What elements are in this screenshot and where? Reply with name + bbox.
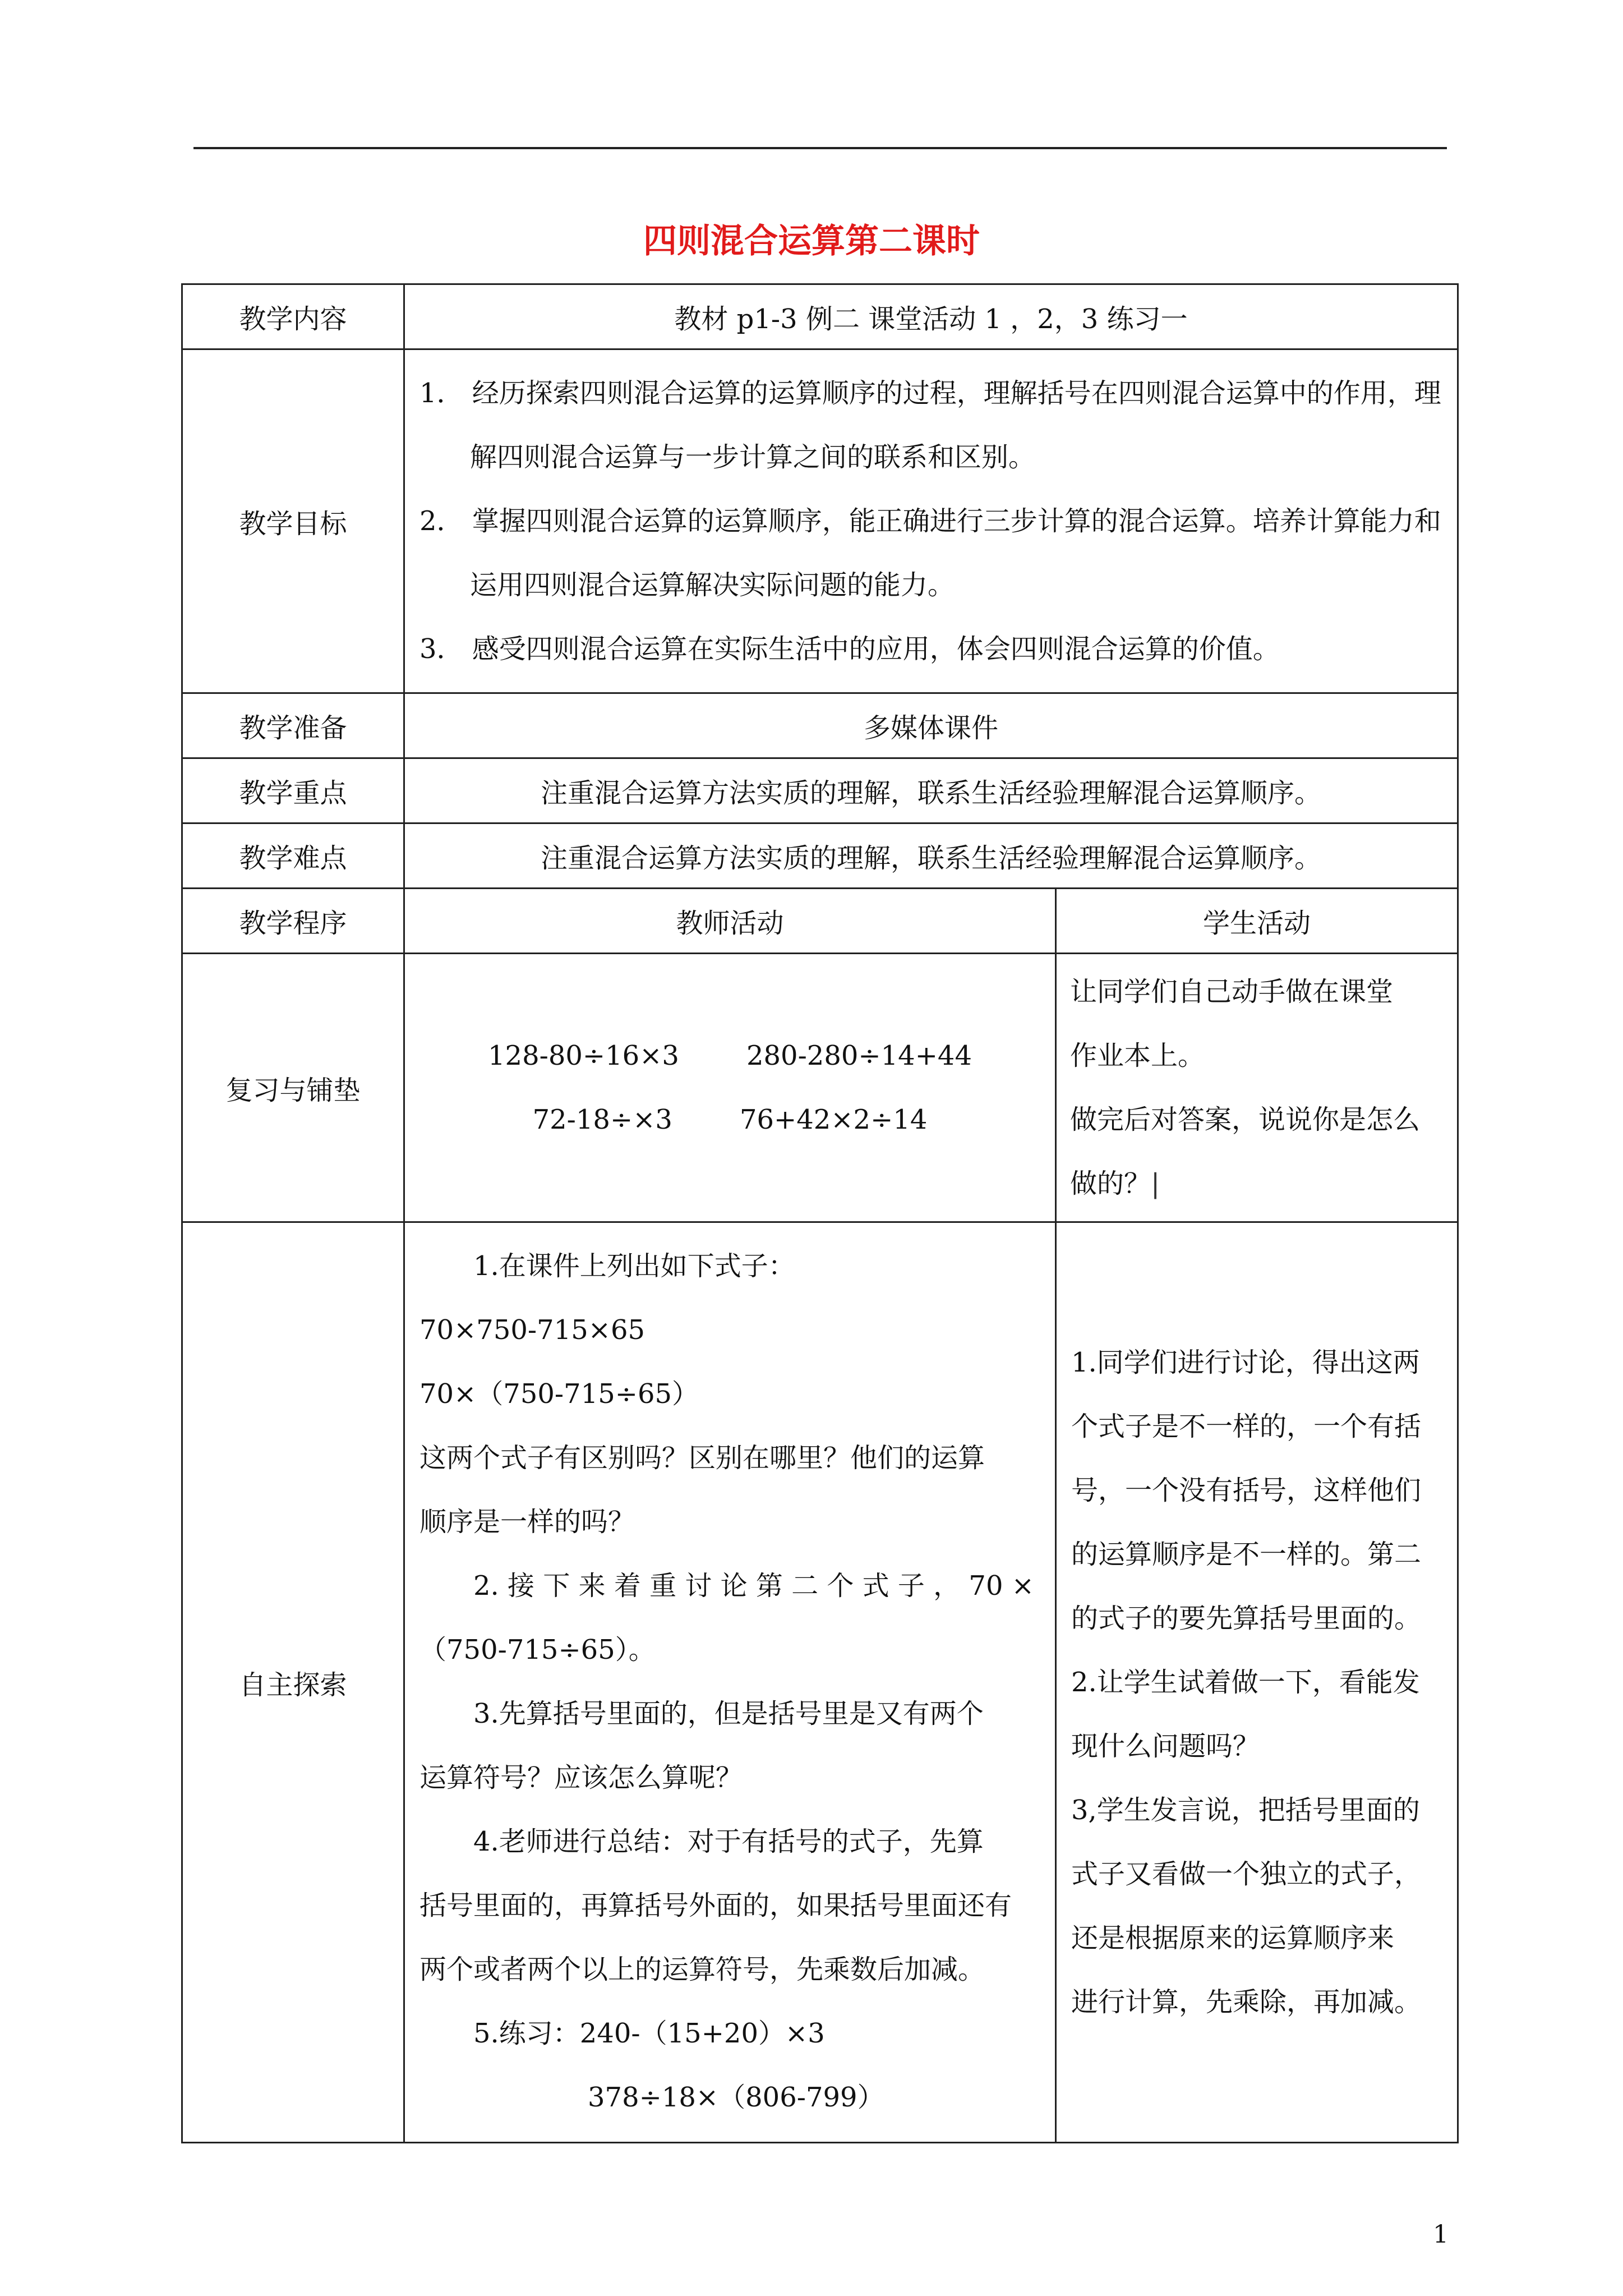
label-review: 复习与铺垫 xyxy=(182,954,404,1222)
explore-teacher-line: 两个或者两个以上的运算符号，先乘数后加减。 xyxy=(419,1954,985,1985)
row-review xyxy=(182,954,1458,1222)
objective-item: 2． 掌握四则混合运算的运算顺序，能正确进行三步计算的混合运算。培养计算能力和运用四则混合运算解决实际问题的能力。 xyxy=(419,505,1441,601)
label-key-points: 教学重点 xyxy=(182,758,404,823)
explore-student-line: 号，一个没有括号，这样他们 xyxy=(1071,1475,1422,1506)
explore-teacher-line: 3.先算括号里面的，但是括号里是又有两个 xyxy=(473,1698,984,1729)
header-rule xyxy=(193,147,1447,149)
explore-teacher-line: 70×750-715×65 xyxy=(419,1314,645,1346)
explore-teacher-line: 这两个式子有区别吗？区别在哪里？他们的运算 xyxy=(419,1442,985,1474)
value-content: 教材 p1-3 例二 课堂活动 1 ，2，3 练习一 xyxy=(404,284,1458,349)
review-expression: 76+42×2÷14 xyxy=(739,1104,928,1135)
explore-teacher-line: （750-715÷65）。 xyxy=(419,1634,656,1665)
label-procedure: 教学程序 xyxy=(182,889,404,954)
objective-item: 3． 感受四则混合运算在实际生活中的应用，体会四则混合运算的价值。 xyxy=(419,633,1280,665)
header-student-activity: 学生活动 xyxy=(1056,889,1458,954)
row-procedure-header xyxy=(182,889,1458,954)
row-difficulties xyxy=(182,823,1458,889)
objective-item: 1． 经历探索四则混合运算的运算顺序的过程，理解括号在四则混合运算中的作用，理解四则混合运算与一步计算之间的联系和区别。 xyxy=(419,378,1441,473)
header-teacher-activity: 教师活动 xyxy=(404,889,1056,954)
explore-teacher-line: 括号里面的，再算括号外面的，如果括号里面还有 xyxy=(419,1890,1012,1921)
row-key-points xyxy=(182,758,1458,823)
explore-student-line: 1.同学们进行讨论，得出这两 xyxy=(1071,1347,1420,1378)
explore-student-line: 的式子的要先算括号里面的。 xyxy=(1071,1603,1422,1634)
label-difficulties: 教学难点 xyxy=(182,823,404,889)
explore-teacher-cell xyxy=(404,1222,1056,2143)
label-objectives: 教学目标 xyxy=(182,349,404,693)
review-student-line: 做的？ xyxy=(1070,1168,1151,1199)
explore-student-line: 现什么问题吗？ xyxy=(1071,1731,1260,1762)
explore-student-line: 2.让学生试着做一下，看能发 xyxy=(1071,1667,1420,1698)
review-student-cell xyxy=(1056,954,1458,1222)
explore-student-cell xyxy=(1056,1222,1458,2143)
review-expression: 280-280÷14+44 xyxy=(746,1040,972,1071)
explore-student-line: 个式子是不一样的，一个有括 xyxy=(1071,1411,1422,1442)
value-preparation: 多媒体课件 xyxy=(404,693,1458,758)
explore-teacher-line: 70×（750-715÷65） xyxy=(419,1378,699,1410)
label-explore: 自主探索 xyxy=(182,1222,404,2143)
review-expression: 72-18÷×3 xyxy=(532,1104,672,1135)
row-objectives xyxy=(182,349,1458,693)
explore-student-line: 式子又看做一个独立的式子， xyxy=(1071,1858,1422,1890)
label-content: 教学内容 xyxy=(182,284,404,349)
text-cursor: | xyxy=(1151,1168,1160,1199)
page-number: 1 xyxy=(1433,2220,1449,2249)
value-difficulties: 注重混合运算方法实质的理解，联系生活经验理解混合运算顺序。 xyxy=(404,823,1458,889)
review-student-line: 作业本上。 xyxy=(1070,1040,1205,1071)
label-preparation: 教学准备 xyxy=(182,693,404,758)
review-teacher-cell xyxy=(404,954,1056,1222)
review-expression: 128-80÷16×3 xyxy=(487,1040,679,1071)
value-key-points: 注重混合运算方法实质的理解，联系生活经验理解混合运算顺序。 xyxy=(404,758,1458,823)
explore-student-line: 进行计算，先乘除，再加减。 xyxy=(1071,1986,1422,2018)
explore-student-line: 3,学生发言说，把括号里面的 xyxy=(1071,1795,1420,1826)
value-objectives xyxy=(404,349,1458,693)
explore-teacher-line: 5.练习：240-（15+20）×3 xyxy=(473,2018,825,2049)
review-student-line: 让同学们自己动手做在课堂 xyxy=(1070,976,1394,1007)
row-preparation xyxy=(182,693,1458,758)
explore-teacher-line: 运算符号？应该怎么算呢？ xyxy=(419,1762,743,1793)
row-explore xyxy=(182,1222,1458,2143)
review-student-line: 做完后对答案，说说你是怎么 xyxy=(1070,1104,1421,1135)
row-content xyxy=(182,284,1458,349)
explore-teacher-line: 1.在课件上列出如下式子： xyxy=(473,1250,795,1282)
explore-student-line: 还是根据原来的运算顺序来 xyxy=(1071,1922,1395,1954)
page-title: 四则混合运算第二课时 xyxy=(643,222,980,261)
lesson-plan-table xyxy=(181,283,1459,2143)
explore-teacher-line: 4.老师进行总结：对于有括号的式子，先算 xyxy=(473,1826,984,1857)
explore-teacher-line: 顺序是一样的吗？ xyxy=(419,1506,635,1538)
explore-student-line: 的运算顺序是不一样的。第二 xyxy=(1071,1539,1422,1570)
explore-teacher-line: 378÷18×（806-799） xyxy=(588,2082,884,2113)
explore-teacher-line: 2. 接 下 来 着 重 讨 论 第 二 个 式 子 ， 70 × xyxy=(473,1570,1034,1602)
